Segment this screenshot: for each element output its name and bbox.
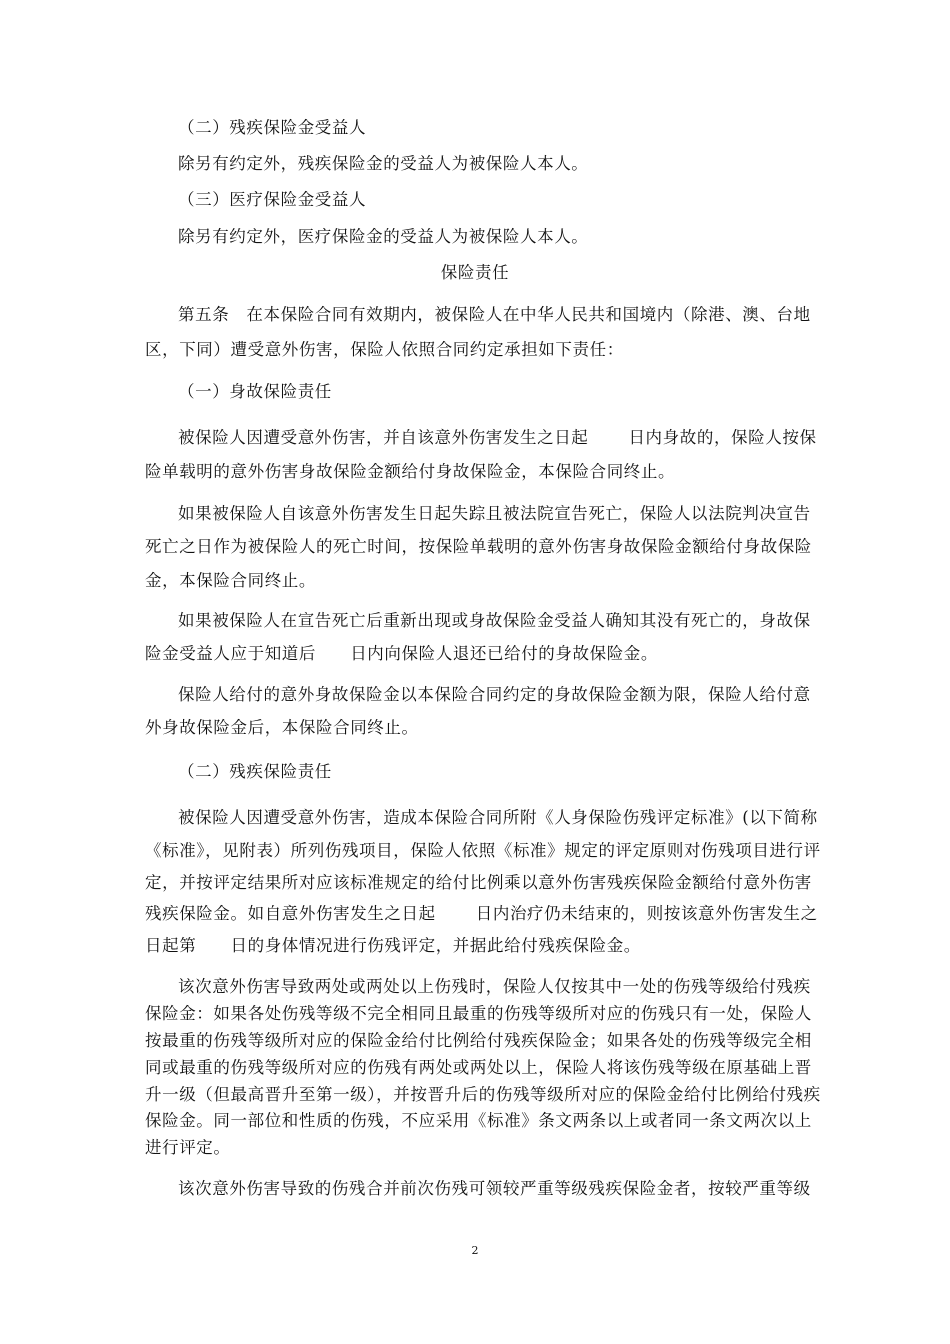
paragraph-line: 日起第 日的身体情况进行伤残评定，并据此给付残疾保险金。 [145, 936, 641, 955]
paragraph-line: 险单载明的意外伤害身故保险金额给付身故保险金，本保险合同终止。 [145, 462, 676, 481]
paragraph-line: 如果被保险人在宣告死亡后重新出现或身故保险金受益人确知其没有死亡的，身故保 [178, 611, 811, 630]
paragraph-line: 险金受益人应于知道后 日内向保险人退还已给付的身故保险金。 [145, 644, 658, 663]
section-heading-disability-beneficiary: （二）残疾保险金受益人 [178, 118, 367, 137]
paragraph-line: 金，本保险合同终止。 [145, 571, 316, 590]
article-5-line: 第五条 在本保险合同有效期内，被保险人在中华人民共和国境内（除港、澳、台地 [178, 305, 811, 324]
paragraph-line: 残疾保险金。如自意外伤害发生之日起 日内治疗仍未结束的，则按该意外伤害发生之 [145, 904, 818, 923]
section-heading-disability-liability: （二）残疾保险责任 [178, 762, 332, 781]
section-heading-medical-beneficiary: （三）医疗保险金受益人 [178, 190, 367, 209]
paragraph-line: 保险金。同一部位和性质的伤残，不应采用《标准》条文两条以上或者同一条文两次以上 [145, 1111, 812, 1130]
paragraph-line: 《标准》，见附表）所列伤残项目，保险人依照《标准》规定的评定原则对伤残项目进行评 [145, 841, 821, 860]
paragraph-line: 除另有约定外，残疾保险金的受益人为被保险人本人。 [178, 154, 589, 173]
paragraph-line: 外身故保险金后，本保险合同终止。 [145, 718, 419, 737]
paragraph-line: 保险人给付的意外身故保险金以本保险合同约定的身故保险金额为限，保险人给付意 [178, 685, 811, 704]
paragraph-line: 该次意外伤害导致的伤残合并前次伤残可领较严重等级残疾保险金者，按较严重等级 [178, 1179, 811, 1198]
page-number: 2 [471, 1244, 479, 1257]
paragraph-line: 保险金：如果各处伤残等级不完全相同且最重的伤残等级所对应的伤残只有一处，保险人 [145, 1004, 812, 1023]
paragraph-line: 死亡之日作为被保险人的死亡时间，按保险单载明的意外伤害身故保险金额给付身故保险 [145, 537, 812, 556]
paragraph-line: 同或最重的伤残等级所对应的伤残有两处或两处以上，保险人将该伤残等级在原基础上晋 [145, 1058, 812, 1077]
paragraph-line: 除另有约定外，医疗保险金的受益人为被保险人本人。 [178, 227, 589, 246]
chapter-heading: 保险责任 [440, 263, 510, 282]
paragraph-line: 被保险人因遭受意外伤害，造成本保险合同所附《人身保险伤残评定标准》(以下简称 [178, 808, 818, 827]
paragraph-line: 进行评定。 [145, 1138, 231, 1157]
paragraph-line: 升一级（但最高晋升至第一级），并按晋升后的伤残等级所对应的保险金给付比例给付残疾 [145, 1085, 821, 1104]
section-heading-death-liability: （一）身故保险责任 [178, 382, 332, 401]
paragraph-line: 如果被保险人自该意外伤害发生日起失踪且被法院宣告死亡，保险人以法院判决宣告 [178, 504, 811, 523]
paragraph-line: 该次意外伤害导致两处或两处以上伤残时，保险人仅按其中一处的伤残等级给付残疾 [178, 977, 811, 996]
paragraph-line: 区，下同）遭受意外伤害，保险人依照合同约定承担如下责任： [145, 340, 624, 359]
paragraph-line: 被保险人因遭受意外伤害，并自该意外伤害发生之日起 日内身故的，保险人按保 [178, 428, 817, 447]
paragraph-line: 定，并按评定结果所对应该标准规定的给付比例乘以意外伤害残疾保险金额给付意外伤害 [145, 873, 812, 892]
paragraph-line: 按最重的伤残等级所对应的保险金给付比例给付残疾保险金；如果各处的伤残等级完全相 [145, 1031, 812, 1050]
